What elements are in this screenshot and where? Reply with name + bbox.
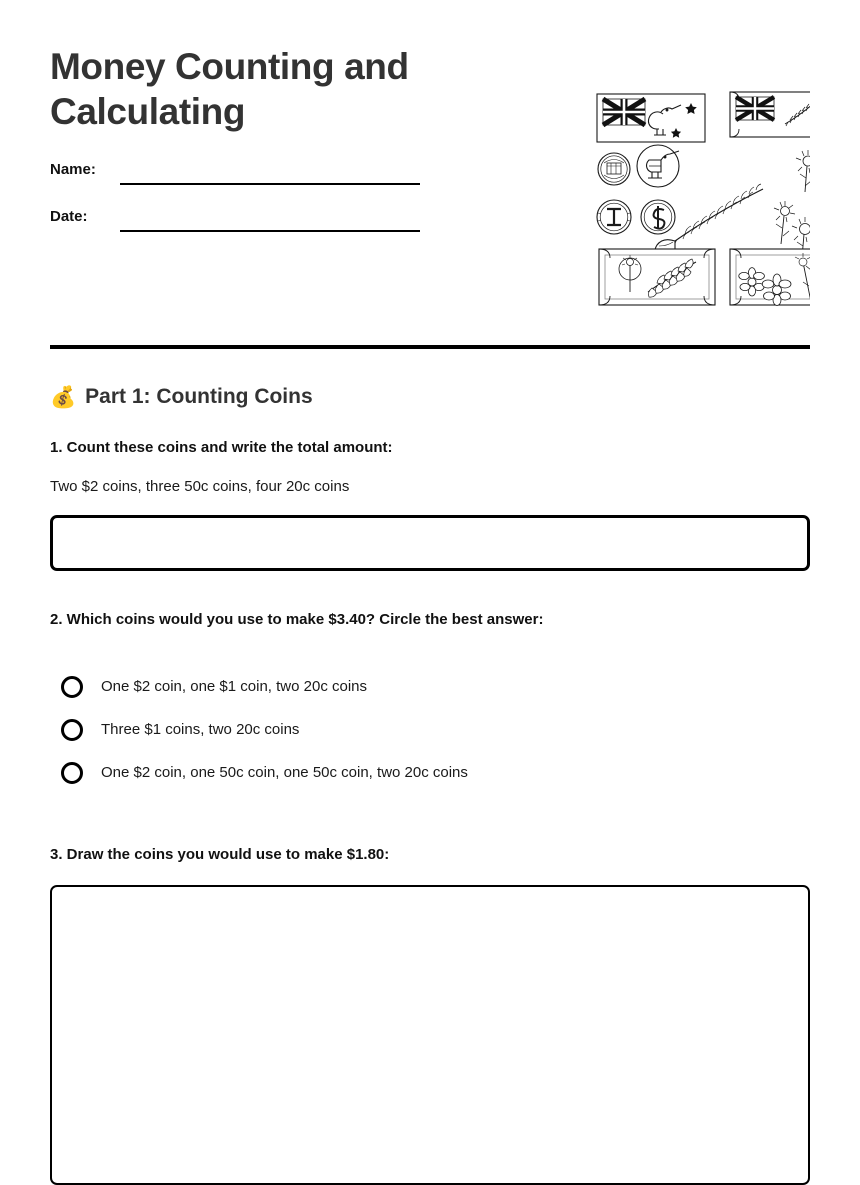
one-dollar-i-coin — [597, 200, 631, 234]
date-field-row — [50, 208, 500, 255]
choice-option-a[interactable] — [50, 665, 810, 708]
radio-circle-icon[interactable] — [61, 719, 83, 741]
radio-circle-icon[interactable] — [61, 762, 83, 784]
date-field-label: Date: — [50, 208, 88, 225]
name-field-label: Name: — [50, 161, 96, 178]
question-3-drawing-box[interactable] — [50, 885, 810, 1185]
stamped-coin — [598, 153, 630, 185]
question-2-choices — [50, 665, 810, 794]
choice-option-b-label: Three $1 coins, two 20c coins — [101, 721, 300, 738]
part1-heading-label: Part 1: Counting Coins — [85, 385, 313, 408]
nz-flag-with-fern — [730, 92, 810, 137]
question-1-answer-box[interactable] — [50, 515, 810, 571]
question-3-text: 3. Draw the coins you would use to make $1.80: — [50, 846, 390, 863]
new-zealand-money-clipart — [545, 56, 810, 311]
banknote-with-fern — [599, 249, 715, 305]
worksheet-content — [50, 385, 810, 1185]
name-field-row — [50, 161, 500, 208]
worksheet-header — [50, 44, 810, 312]
question-1-text: 1. Count these coins and write the total amount: — [50, 439, 393, 456]
page-title: Money Counting and Calculating — [50, 46, 409, 132]
choice-option-c[interactable] — [50, 751, 810, 794]
money-bag-icon: 💰 — [50, 385, 77, 409]
part1-heading — [50, 385, 810, 409]
nz-flag-with-kiwi-and-stars — [597, 94, 705, 142]
wildflower-sprigs — [774, 150, 810, 258]
radio-circle-icon[interactable] — [61, 676, 83, 698]
choice-option-a-label: One $2 coin, one $1 coin, two 20c coins — [101, 678, 368, 695]
student-fields — [50, 161, 500, 255]
date-write-line[interactable] — [120, 230, 420, 232]
title-block — [50, 44, 500, 134]
choice-option-c-label: One $2 coin, one 50c coin, one 50c coin, two 20c coins — [101, 764, 468, 781]
header-divider — [50, 345, 810, 349]
question-1-prompt: Two $2 coins, three 50c coins, four 20c coins — [50, 478, 350, 495]
name-write-line[interactable] — [120, 183, 420, 185]
banknote-with-flowers — [730, 237, 810, 306]
choice-option-b[interactable] — [50, 708, 810, 751]
dollar-sign-coin — [641, 200, 675, 234]
kiwi-bird-coin — [637, 145, 679, 187]
question-2-text: 2. Which coins would you use to make $3.40? Circle the best answer: — [50, 611, 544, 628]
